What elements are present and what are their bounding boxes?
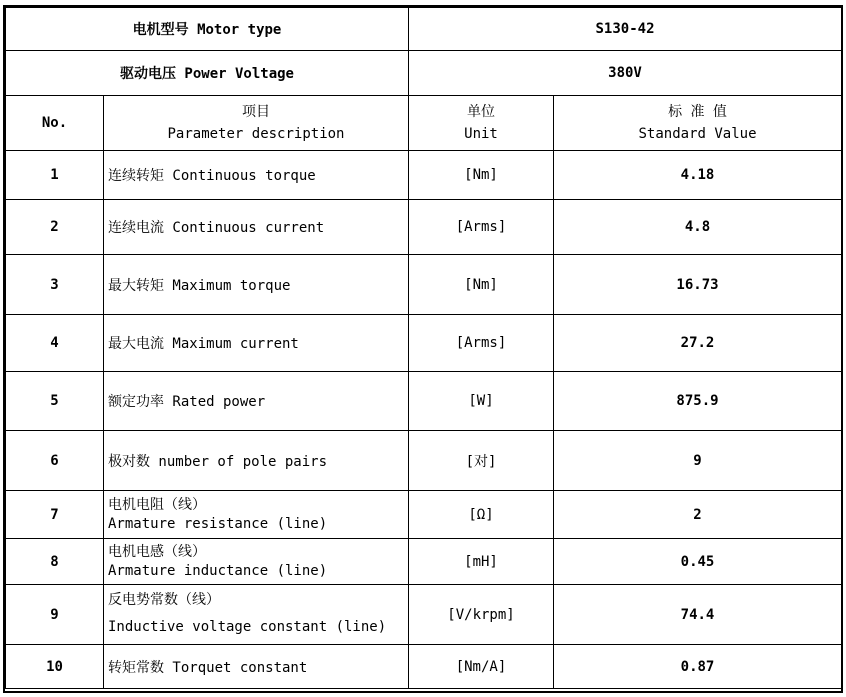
row-parameter-en: Armature resistance (line): [108, 515, 328, 532]
table-row: [6, 315, 842, 372]
row-no: 8: [6, 539, 104, 585]
motor-type-value: S130-42: [409, 8, 842, 51]
row-value: 4.8: [554, 200, 842, 255]
header-parameter-cn: 项目: [242, 104, 270, 120]
row-parameter-cn: 电机电感（线）: [108, 543, 206, 560]
row-value: 74.4: [554, 585, 842, 645]
table-row: [6, 431, 842, 491]
header-unit-en: Unit: [464, 126, 498, 142]
row-parameter: [104, 491, 409, 539]
row-value: 16.73: [554, 255, 842, 315]
table-row: [6, 200, 842, 255]
row-unit: [V/krpm]: [409, 585, 554, 645]
row-unit: [Ω]: [409, 491, 554, 539]
row-no: 1: [6, 151, 104, 200]
row-unit: [Nm/A]: [409, 645, 554, 689]
voltage-label: 驱动电压 Power Voltage: [6, 51, 409, 96]
motor-spec-table: [5, 7, 842, 689]
row-value: 875.9: [554, 372, 842, 431]
row-unit: [对]: [409, 431, 554, 491]
row-parameter-cn: 反电势常数（线）: [108, 591, 220, 608]
header-unit: [409, 96, 554, 151]
header-parameter: [104, 96, 409, 151]
header-no: No.: [6, 96, 104, 151]
row-parameter: 连续电流 Continuous current: [104, 200, 409, 255]
row-parameter-en: Inductive voltage constant (line): [108, 618, 387, 635]
row-parameter: 最大转矩 Maximum torque: [104, 255, 409, 315]
table-row: [6, 255, 842, 315]
row-unit: [W]: [409, 372, 554, 431]
row-unit: [Arms]: [409, 315, 554, 372]
row-parameter: [104, 585, 409, 645]
row-unit: [mH]: [409, 539, 554, 585]
row-no: 9: [6, 585, 104, 645]
row-value: 2: [554, 491, 842, 539]
table-row: [6, 491, 842, 539]
row-parameter: [104, 539, 409, 585]
row-parameter: 最大电流 Maximum current: [104, 315, 409, 372]
row-parameter-cn: 电机电阻（线）: [108, 496, 206, 513]
row-parameter: 极对数 number of pole pairs: [104, 431, 409, 491]
voltage-row: [6, 51, 842, 96]
row-parameter: 转矩常数 Torquet constant: [104, 645, 409, 689]
header-parameter-en: Parameter description: [167, 126, 345, 142]
row-no: 7: [6, 491, 104, 539]
table-row: [6, 645, 842, 689]
row-value: 0.87: [554, 645, 842, 689]
row-unit: [Arms]: [409, 200, 554, 255]
row-value: 27.2: [554, 315, 842, 372]
row-unit: [Nm]: [409, 151, 554, 200]
table-row: [6, 151, 842, 200]
row-value: 4.18: [554, 151, 842, 200]
row-value: 9: [554, 431, 842, 491]
row-no: 4: [6, 315, 104, 372]
header-value-cn: 标 准 值: [668, 104, 727, 120]
row-parameter: 额定功率 Rated power: [104, 372, 409, 431]
header-value-en: Standard Value: [638, 126, 757, 142]
motor-type-label: 电机型号 Motor type: [6, 8, 409, 51]
row-no: 5: [6, 372, 104, 431]
row-no: 10: [6, 645, 104, 689]
table-row: [6, 372, 842, 431]
table-row: [6, 585, 842, 645]
row-parameter-en: Armature inductance (line): [108, 562, 328, 579]
row-no: 6: [6, 431, 104, 491]
row-parameter: 连续转矩 Continuous torque: [104, 151, 409, 200]
table-row: [6, 539, 842, 585]
row-value: 0.45: [554, 539, 842, 585]
header-value: [554, 96, 842, 151]
motor-spec-sheet: [3, 5, 843, 693]
column-header-row: [6, 96, 842, 151]
header-unit-cn: 单位: [467, 104, 495, 120]
row-unit: [Nm]: [409, 255, 554, 315]
voltage-value: 380V: [409, 51, 842, 96]
motor-type-row: [6, 8, 842, 51]
row-no: 2: [6, 200, 104, 255]
row-no: 3: [6, 255, 104, 315]
